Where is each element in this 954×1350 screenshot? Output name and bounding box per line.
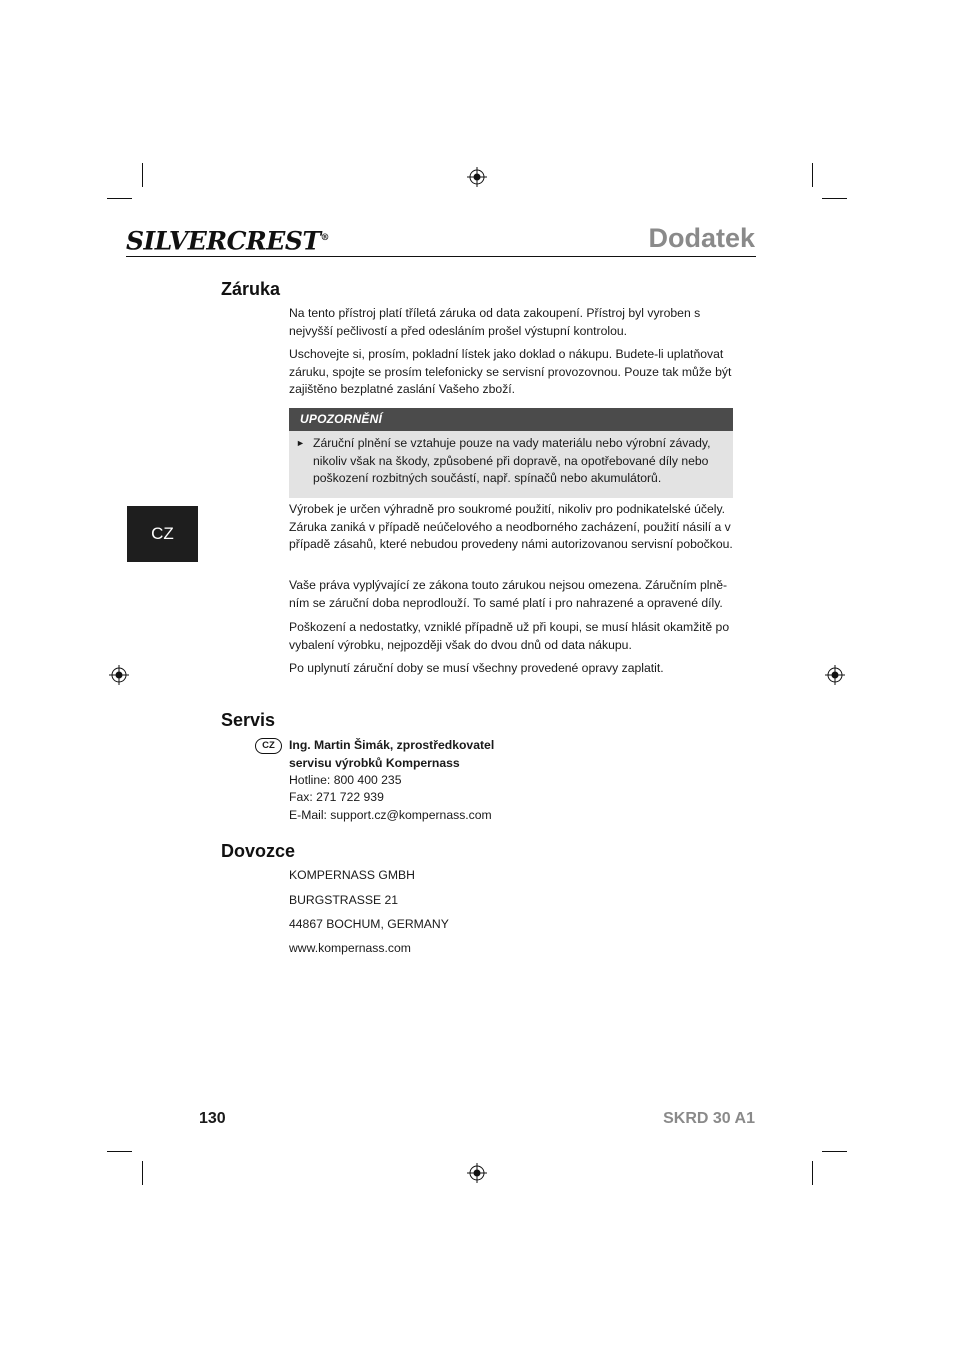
paragraph: Uschovejte si, prosím, pokladní lístek jako doklad o nákupu. Budete-li uplatňovat záruku, spojte se prosím telefonicky se servisní provozovnou. Pouze tak může být zajištěno bezplatné zaslání Vašeho zboží.: [289, 347, 732, 396]
importer-street: BURGSTRASSE 21: [289, 893, 399, 907]
warning-text: Záruční plnění se vztahuje pouze na vady materiálu nebo výrobní závady, nikoliv však na škody, způsobené při dopravě, na opotřebované díly nebo poškození rozbitných součástí, např. spínačů nebo akumulátorů.: [313, 436, 711, 485]
warranty-expiry: [289, 660, 735, 678]
header-divider: [126, 256, 756, 257]
crop-mark: [812, 163, 813, 187]
brand-name: SILVERCREST: [126, 226, 321, 256]
crop-mark: [107, 198, 132, 199]
brand-logo: [126, 224, 329, 255]
country-badge: CZ: [255, 738, 282, 754]
paragraph: Poškození a nedostatky, vzniklé případně už při koupi, se musí hlásit okamžitě po vybalení výrobku, nejpozději však do dvou dnů od data nákupu.: [289, 620, 730, 652]
warranty-intro: [289, 305, 735, 340]
section-heading-dovozce: Dovozce: [221, 841, 296, 861]
crop-mark: [142, 163, 143, 187]
importer-name: KOMPERNASS GMBH: [289, 868, 415, 882]
language-tab: CZ: [127, 506, 198, 562]
paragraph: Na tento přístroj platí tříletá záruka od data zakoupení. Přístroj byl vyroben s nejvyšší pečlivostí a před odesláním prošel výstupní kontrolou.: [289, 306, 701, 338]
registration-mark-icon: [825, 665, 845, 685]
service-fax: Fax: 271 722 939: [289, 790, 384, 804]
importer-city: 44867 BOCHUM, GERMANY: [289, 917, 449, 931]
paragraph: Po uplynutí záruční doby se musí všechny provedené opravy zaplatit.: [289, 661, 664, 675]
crop-mark: [822, 1151, 847, 1152]
service-name-line2: servisu výrobků Kompernass: [289, 756, 460, 770]
paragraph: Výrobek je určen výhradně pro soukromé použití, nikoliv pro podnikatelské účely. Záruka zaniká v případě neúčelového a neodborného zacházení, použití násilí a v případě zásahů, které nebudou provedeny námi autorizovanou servisní pobočkou.: [289, 502, 733, 551]
registration-mark-icon: [467, 1163, 487, 1183]
warranty-defects: [289, 619, 735, 654]
warranty-usage: [289, 501, 735, 554]
service-email: E-Mail: support.cz@kompernass.com: [289, 808, 492, 822]
page-title: Dodatek: [648, 223, 755, 253]
paragraph: Vaše práva vyplývající ze zákona touto zárukou nejsou omezena. Záručním plně-ním se záruční doba neprodlouží. To samé platí i pro nahrazené a opravené díly.: [289, 578, 728, 610]
crop-mark: [812, 1161, 813, 1185]
warning-body: [289, 431, 733, 498]
warning-box: [289, 408, 733, 498]
section-heading-servis: Servis: [221, 710, 276, 730]
registration-mark-icon: [467, 167, 487, 187]
model-number: SKRD 30 A1: [663, 1110, 755, 1127]
warranty-rights: [289, 577, 735, 612]
registered-mark: ®: [320, 233, 329, 243]
importer-website: www.kompernass.com: [289, 941, 411, 955]
section-heading-zaruka: Záruka: [221, 279, 281, 299]
service-hotline: Hotline: 800 400 235: [289, 773, 402, 787]
crop-mark: [822, 198, 847, 199]
warranty-receipt: [289, 346, 735, 399]
crop-mark: [142, 1161, 143, 1185]
service-name: Ing. Martin Šimák, zprostředkovatel: [289, 738, 495, 752]
page-number: 130: [199, 1110, 226, 1127]
crop-mark: [107, 1151, 132, 1152]
arrow-bullet-icon: ►: [296, 438, 305, 448]
warning-title: UPOZORNĚNÍ: [289, 408, 733, 431]
registration-mark-icon: [109, 665, 129, 685]
